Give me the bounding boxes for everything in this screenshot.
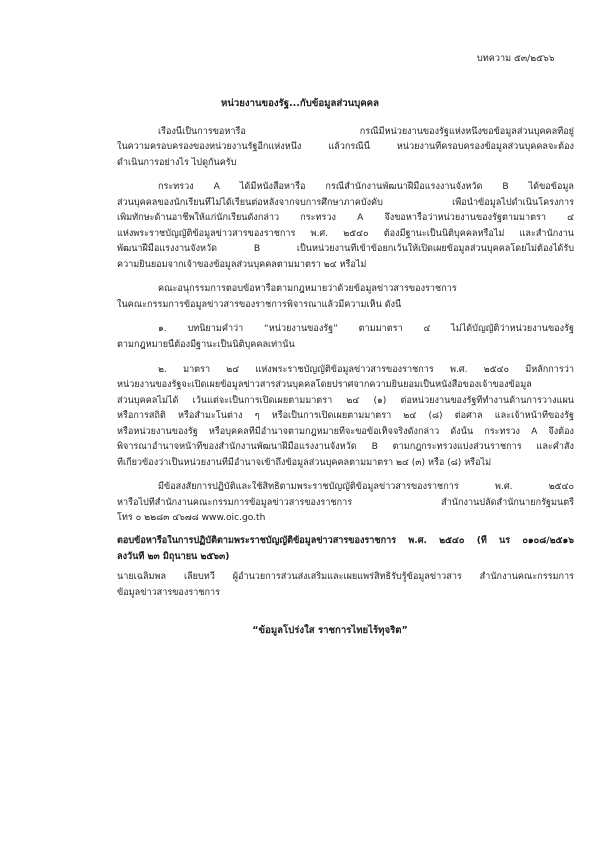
- opinion-1-line: ๑. บทนิยามคำว่า “หน่วยงานของรัฐ” ตามมาตรา ๔ ไม่ได้บัญญัติว่าหน่วยงานของรัฐ: [158, 324, 574, 334]
- doc-number: บทความ ๕๓/๒๕๖๖: [477, 54, 555, 64]
- opinion-2-line: พิจารณาอำนาจหน้าที่ของสำนักงานพัฒนาฝีมือแรงงานจังหวัด B ตามกฎกระทรวงแบ่งส่วนราชการ และคำสั่ง: [117, 442, 574, 452]
- author-line: ข้อมูลข่าวสารของราชการ: [117, 588, 220, 598]
- intro-line: ดำเนินการอย่างไร ไปดูกันครับ: [117, 158, 237, 168]
- opinion-2-line: หน่วยงานของรัฐจะเปิดเผยข้อมูลข่าวสารส่วนบุคคลโดยปราศจากความยินยอมเป็นหนังสือของเจ้าของข้อมูล: [117, 380, 532, 390]
- opinion-1-line: ตามกฎหมายนี้ต้องมีฐานะเป็นนิติบุคคลเท่านั้น: [117, 340, 295, 350]
- contact-line: มีข้อสงสัยการปฏิบัติและใช้สิทธิตามพระราชบัญญัติข้อมูลข่าวสารของราชการ พ.ศ. ๒๕๔๐: [158, 482, 574, 492]
- intro-line: ในความครอบครองของหน่วยงานรัฐอีกแห่งหนึ่ง แล้วกรณีนี้ หน่วยงานที่ครอบครองข้อมูลส่วนบุคคลจะต้อง: [117, 142, 574, 152]
- contact-line: หารือไปที่สำนักงานคณะกรรมการข้อมูลข่าวสารของราชการ สำนักงานปลัดสำนักนายกรัฐมนตรี: [117, 498, 574, 508]
- slogan: “ข้อมูลโปร่งใส ราชการไทยไร้ทุจริต”: [252, 625, 408, 636]
- case-line: แห่งพระราชบัญญัติข้อมูลข่าวสารของราชการ พ.ศ. ๒๕๔๐ ต้องมีฐานะเป็นนิติบุคคลหรือไม่ และสำนักงาน: [117, 229, 574, 239]
- opinion-2-line: ส่วนบุคคลไม่ได้ เว้นแต่จะเป็นการเปิดเผยตามมาตรา ๒๔ (๑) ต่อหน่วยงานของรัฐที่ทำงานด้านการวางแผน: [117, 396, 574, 406]
- reference-line: ตอบข้อหารือในการปฏิบัติตามพระราชบัญญัติข้อมูลข่าวสารของราชการ พ.ศ. ๒๕๔๐ (ที่ นร ๐๑๐๘/๒๕๑๖: [117, 536, 574, 546]
- opinion-2-line: ๒. มาตรา ๒๔ แห่งพระราชบัญญัติข้อมูลข่าวสารของราชการ พ.ศ. ๒๕๔๐ มีหลักการว่า: [158, 365, 574, 375]
- case-line: ส่วนบุคคลของนักเรียนที่ไม่ได้เรียนต่อหลังจากจบการศึกษาภาคบังคับ เพื่อนำข้อมูลไปดำเนินโครงการ: [117, 198, 574, 208]
- page-title: หน่วยงานของรัฐ...กับข้อมูลส่วนบุคคล: [221, 98, 379, 109]
- contact-line: โทร ๐ ๒๒๘๓ ๔๖๗๘ www.oic.go.th: [117, 513, 266, 523]
- case-line: ความยินยอมจากเจ้าของข้อมูลส่วนบุคคลตามมาตรา ๒๔ หรือไม่: [117, 260, 367, 270]
- case-line: พัฒนาฝีมือแรงงานจังหวัด B เป็นหน่วยงานที่เข้าข้อยกเว้นให้เปิดเผยข้อมูลส่วนบุคคลโดยไม่ต้องได้รับ: [117, 244, 574, 254]
- committee-line: คณะอนุกรรมการตอบข้อหารือตามกฎหมายว่าด้วยข้อมูลข่าวสารของราชการ: [158, 284, 457, 294]
- reference-line: ลงวันที่ ๒๓ มิถุนายน ๒๕๖๓): [117, 552, 230, 562]
- case-line: เพิ่มทักษะด้านอาชีพให้แก่นักเรียนดังกล่าว กระทรวง A จึงขอหารือว่าหน่วยงานของรัฐตามมาตรา ๔: [117, 213, 574, 223]
- intro-line: เรื่องนี้เป็นการขอหารือ กรณีมีหน่วยงานของรัฐแห่งหนึ่งขอข้อมูลส่วนบุคคลที่อยู่: [158, 127, 574, 137]
- opinion-2-line: หรือการสถิติ หรือสำมะโนต่าง ๆ หรือเป็นการเปิดเผยตามมาตรา ๒๔ (๘) ต่อศาล และเจ้าหน้าที่ของรัฐ: [117, 411, 574, 421]
- author-line: นายเฉลิมพล เลียบทวี ผู้อำนวยการส่วนส่งเสริมและเผยแพร่สิทธิรับรู้ข้อมูลข่าวสาร สำนักงานคณะกรรมการ: [117, 572, 574, 582]
- case-line: กระทรวง A ได้มีหนังสือหารือ กรณีสำนักงานพัฒนาฝีมือแรงงานจังหวัด B ได้ขอข้อมูล: [158, 182, 574, 192]
- committee-line: ในคณะกรรมการข้อมูลข่าวสารของราชการพิจารณาแล้วมีความเห็น ดังนี้: [117, 300, 402, 310]
- opinion-2-line: หรือหน่วยงานของรัฐ หรือบุคคลที่มีอำนาจตามกฎหมายที่จะขอข้อเท็จจริงดังกล่าว ดังนั้น กระทรวง A จึงต้อง: [117, 427, 574, 437]
- opinion-2-line: ที่เกี่ยวข้องว่าเป็นหน่วยงานที่มีอำนาจเข้าถึงข้อมูลส่วนบุคคลตามมาตรา ๒๔ (๓) หรือ (๘) หรือไม่: [117, 458, 492, 468]
